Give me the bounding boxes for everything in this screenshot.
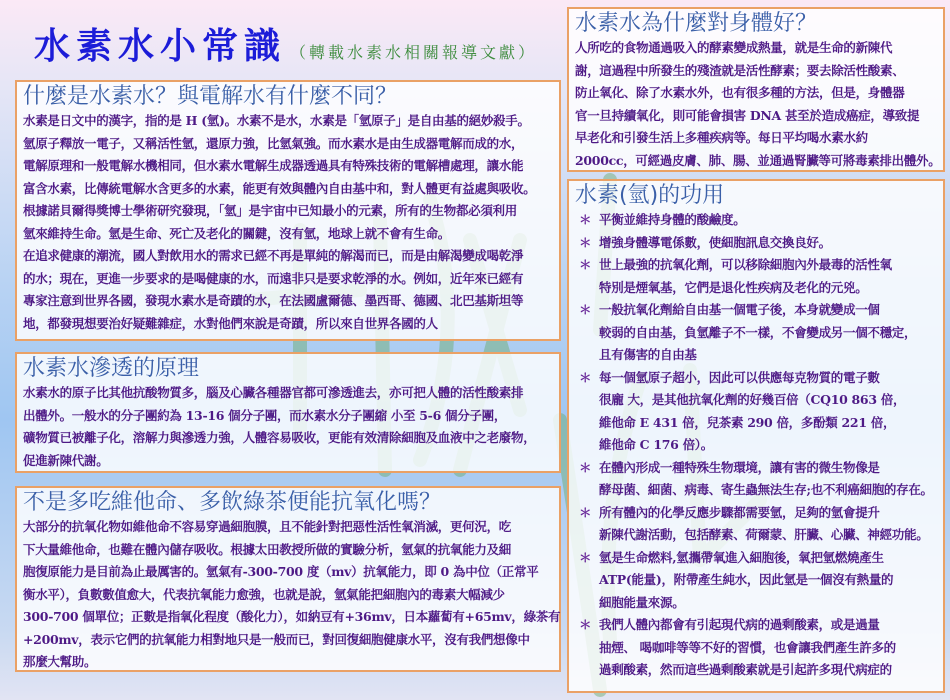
section-what-is-hydrogen-water [15,80,561,341]
bullet-text: 維他命 E 431 倍，兒茶素 290 倍，多酚類 221 倍， [599,414,896,430]
text-line: 謝，這過程中所發生的殘渣就是活性酵素；要去除活性酸素、 [575,62,905,78]
section-heading: 水素水為什麼對身體好？ [575,11,818,36]
section-vitamin-antioxidant [15,486,561,672]
text-line: 下大量維他命，也難在體內儲存吸收。根據太田教授所做的實驗分析，氫氣的抗氧能力及細 [23,541,512,557]
text-line: 大部分的抗氧化物如維他命不容易穿過細胞膜，且不能針對把惡性活性氧消滅，更何況，吃 [23,519,512,534]
bullet-text: 過剩酸素，然而這些過剩酸素就是引起許多現代病症的 [599,662,892,677]
bullet-text: 抽煙、 喝咖啡等等不好的習慣，也會讓我們產生許多的 [599,639,896,655]
page-title: 水素水小常識 [34,25,287,67]
text-line: 專家注意到世界各國，發現水素水是奇蹟的水，在法國盧爾德、墨西哥、德國、北巴基斯坦等 [23,293,524,308]
bullet-text: 世上最強的抗氧化劑，可以移除細胞內外最毒的活性氧 [599,257,892,272]
bullet-star-icon: ＊ [579,459,592,475]
bullet-text: 一般抗氧化劑給自由基一個電子後，本身就變成一個 [599,302,880,317]
bullet-line [575,547,937,570]
bullet-line [575,637,937,660]
text-line: 衡水平），負數數值愈大，代表抗氧能力愈強，也就是說，氫氣能把細胞內的毒素大幅減少 [23,586,505,602]
bullet-text: 氫是生命燃料,氫攜帶氧進入細胞後，氧把氫燃燒產生 [599,549,884,565]
bullet-line [575,457,937,480]
text-line: 出體外。一般水的分子團約為 13-16 個分子團，而水素水分子團縮 小至 5-6 個分子團， [23,407,507,423]
text-line: 那麼大幫助。 [23,654,97,669]
bullet-line [575,209,937,232]
text-line: 氫原子釋放一電子，又稱活性氫，還原力強，比氫氣強。而水素水是由生成器電解而成的水， [23,135,524,151]
bullet-star-icon: ＊ [579,549,592,565]
page-subtitle: （轉載水素水相關報導文獻） [290,43,538,62]
text-line: 促進新陳代謝。 [23,452,109,468]
text-line: 電解原理和一般電解水機相同，但水素水電解生成器透過具有特殊技術的電解槽處理，讓水能 [23,158,524,173]
bullet-text: ATP(能量)，附帶產生純水，因此氫是一個沒有熱量的 [599,572,894,587]
bullet-line [575,344,937,367]
bullet-text: 增強身體導電係數，使細胞訊息交換良好。 [599,234,831,250]
text-line: 2000cc，可經過皮膚、肺、腸、並通過腎臟等可將毒素排出體外。 [575,152,941,168]
bullet-line [575,254,937,277]
bullet-line [575,367,937,390]
bullet-star-icon: ＊ [579,504,592,520]
bullet-text: 每一個氫原子超小，因此可以供應每克物質的電子數 [599,369,880,385]
bullet-line [575,322,937,345]
bullet-text: 所有體內的化學反應步驟都需要氫，足夠的氫會提升 [599,504,880,520]
bullet-star-icon: ＊ [579,257,592,272]
bullet-text: 特別是煙氧基，它們是退化性疾病及老化的元兇。 [599,279,868,295]
bullet-text: 且有傷害的自由基 [599,347,697,362]
text-line: 的水；現在，更進一步要求的是喝健康的水，而遠非只是要求乾淨的水。例如，近年來已經有 [23,270,524,286]
text-line: 胞復原能力是目前為止最厲害的。氫氣有-300-700 度（mv）抗氧能力，即 0 為中位（正常平 [23,564,539,579]
text-line: 礦物質已被離子化，溶解力與滲透力強，人體容易吸收，更能有效清除細胞及血液中之老廢物， [23,430,536,445]
text-line: 早老化和引發生活上多種疾病等。每日平均喝水素水約 [575,130,868,145]
bullet-line [575,299,937,322]
bullet-line [575,569,937,592]
text-line: +200mv，表示它們的抗氧能力相對地只是一般而已，對回復細胞健康水平，沒有我們想像中 [23,631,530,647]
text-line: 官一旦持續氧化，則可能會損害 DNA 甚至於造成癌症，導致提 [575,107,920,123]
bullet-star-icon: ＊ [579,212,592,227]
bullet-star-icon: ＊ [579,302,592,317]
section-heading: 不是多吃維他命、多飲綠茶便能抗氧化嗎？ [23,490,442,515]
bullet-text: 很龐 大，是其他抗氧化劑的好幾百倍（CQ10 863 倍， [599,392,906,407]
bullet-text: 維他命 C 176 倍）。 [599,437,713,452]
bullet-star-icon: ＊ [579,369,592,385]
text-line: 在追求健康的潮流，國人對飲用水的需求已經不再是單純的解渴而已，而是由解渴變成喝乾淨 [23,248,524,263]
text-line: 水素水的原子比其他抗酸物質多，腦及心臟各種器官都可滲透進去，亦可把人體的活性酸素排 [23,385,524,400]
text-line: 人所吃的食物通過吸入的酵素變成熱量，就是生命的新陳代 [575,40,893,55]
section-heading: 水素水滲透的原理 [23,356,200,381]
text-line: 防止氧化、除了水素水外，也有很多種的方法，但是，身體器 [575,85,905,100]
bullet-text: 較弱的自由基，負氫離子不一樣，不會變成另一個不穩定， [599,324,917,340]
bullet-line [575,479,937,502]
section-hydrogen-function [567,179,945,693]
section-heading: 什麼是水素水？與電解水有什麼不同？ [23,84,398,109]
bullet-text: 細胞能量來源。 [599,594,685,610]
bullet-star-icon: ＊ [579,617,592,632]
bullet-star-icon: ＊ [579,234,592,250]
section-penetration-principle [15,352,561,473]
bullet-line [575,592,937,615]
bullet-line [575,659,937,682]
text-line: 地，都發現想要治好疑難雜症，水對他們來說是奇蹟，所以來自世界各國的人 [23,315,438,331]
bullet-text: 我們人體內都會有引起現代病的過剩酸素，或是過量 [599,617,880,632]
bullet-text: 平衡並維持身體的酸鹼度。 [599,212,746,227]
section-heading: 水素(氫)的功用 [575,183,725,208]
text-line: 水素是日文中的漢字，指的是 H (氫)。水素不是水，水素是「氫原子」是自由基的絕妙殺手。 [23,113,530,128]
bullet-line [575,232,937,255]
text-line: 氫來維持生命。氫是生命、死亡及老化的關鍵，沒有氫，地球上就不會有生命。 [23,225,451,241]
bullet-line [575,277,937,300]
text-line: 根據諾貝爾得獎博士學術研究發現，「氫」是宇宙中已知最小的元素，所有的生物都必須利用 [23,203,517,218]
bullet-text: 酵母菌、細菌、病毒、寄生蟲無法生存;也不利癌細胞的存在。 [599,482,933,497]
bullet-line [575,389,937,412]
text-line: 300-700 個單位；正數是指氧化程度（酸化力），如納豆有+36mv，日本蘿蔔有+65mv，綠茶有 [23,609,561,624]
bullet-line [575,524,937,547]
text-line: 富含水素，比傳統電解水含更多的水素，能更有效與體內自由基中和，對人體更有益處與吸收。 [23,180,536,196]
bullet-line [575,434,937,457]
bullet-line [575,412,937,435]
bullet-text: 在體內形成一種特殊生物環境，讓有害的微生物像是 [599,459,880,475]
section-why-good [567,7,945,172]
bullet-line [575,614,937,637]
bullet-line [575,502,937,525]
bullet-text: 新陳代謝活動，包括酵素、荷爾蒙、肝臟、心臟、神經功能。 [599,527,929,542]
